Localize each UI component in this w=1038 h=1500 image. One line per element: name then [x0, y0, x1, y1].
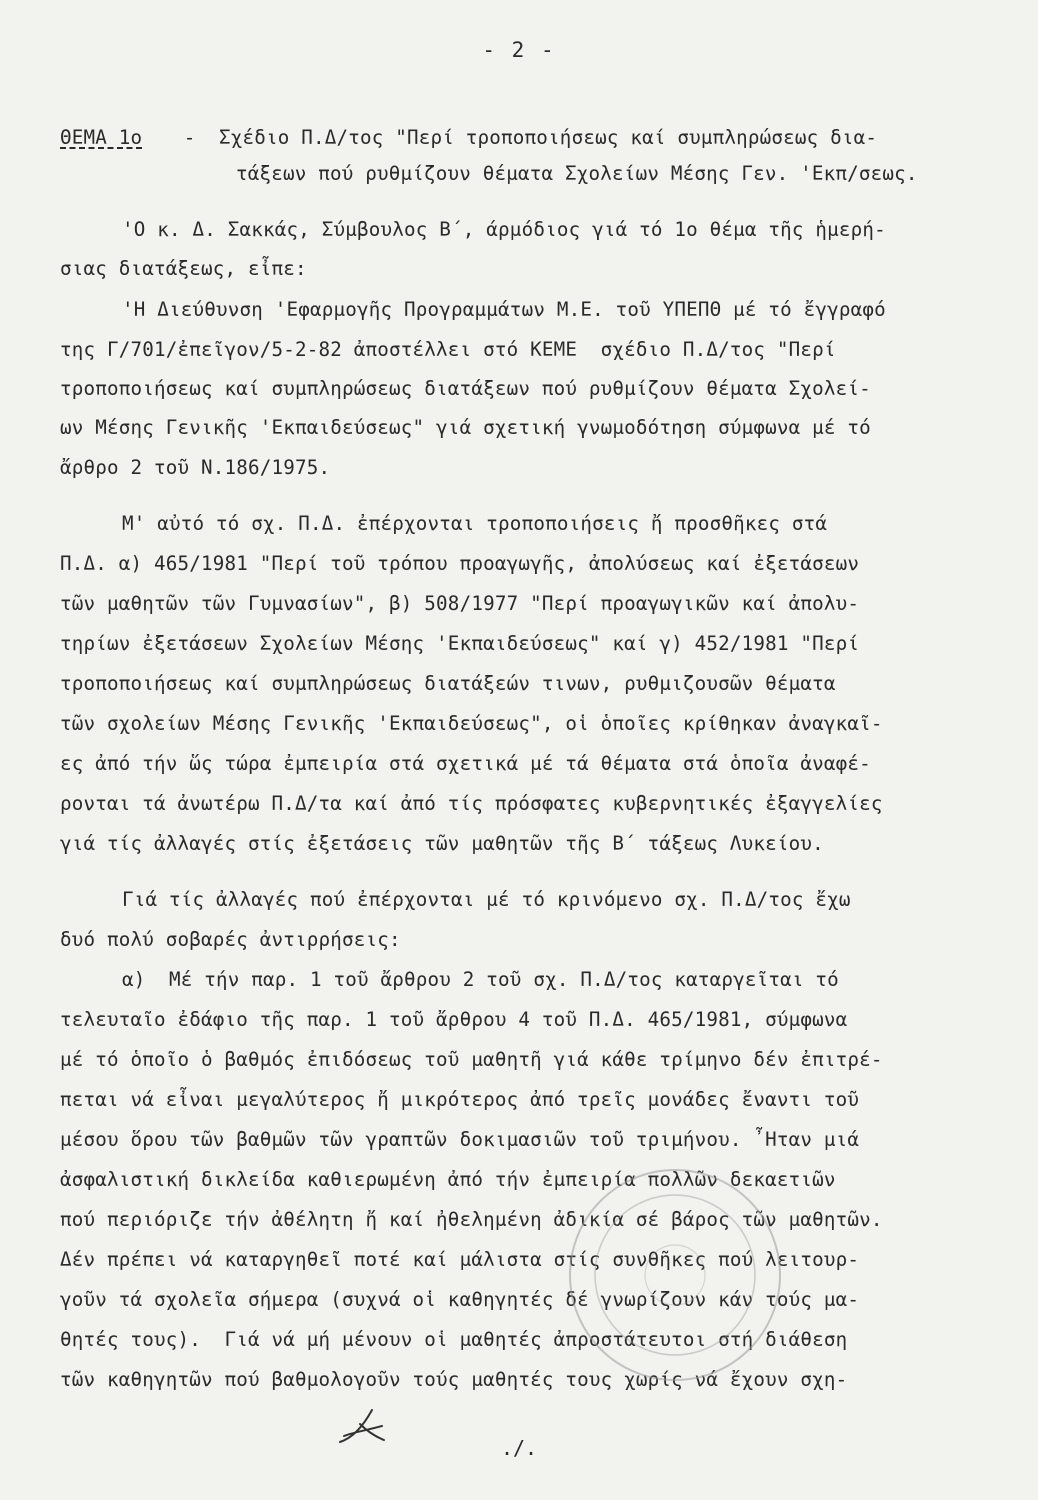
official-stamp-icon [560, 1160, 790, 1390]
text-line: ρονται τά ἀνωτέρω Π.Δ/τα καί ἀπό τίς πρόσφατες κυβερνητικές ἐξαγγελίες [60, 792, 883, 815]
text-line: τηρίων ἐξετάσεων Σχολείων Μέσης 'Εκπαιδεύσεως" καί γ) 452/1981 "Περί [60, 632, 860, 655]
text-line: σιας διατάξεως, εἶπε: [60, 257, 307, 280]
text-line: τροποποιήσεως καί συμπληρώσεως διατάξεων πού ρυθμίζουν θέματα Σχολεί- [60, 377, 871, 400]
text-line: ἄρθρο 2 τοῦ Ν.186/1975. [60, 456, 331, 479]
text-line: γοῦν τά σχολεῖα σήμερα (συχνά οἱ καθηγητές δέ γνωρίζουν κάν τούς μα- [60, 1288, 860, 1311]
text-line: μέ τό ὁποῖο ὁ βαθμός ἐπιδόσεως τοῦ μαθητῆ γιά κάθε τρίμηνο δέν ἐπιτρέ- [60, 1048, 883, 1071]
text-line: θητές τους). Γιά νά μή μένουν οἱ μαθητές ἀπροστάτευτοι στή διάθεση [60, 1328, 848, 1351]
text-line: τάξεων πού ρυθμίζουν θέματα Σχολείων Μέσης Γεν. 'Εκπ/σεως. [236, 162, 918, 185]
text-line: πού περιόριζε τήν ἀθέλητη ἤ καί ἠθελημένη ἀδικία σέ βάρος τῶν μαθητῶν. [60, 1208, 883, 1231]
text-line: της Γ/701/ἐπεῖγον/5-2-82 ἀποστέλλει στό ΚΕΜΕ σχέδιο Π.Δ/τος "Περί [60, 338, 836, 361]
text-line: πεται νά εἶναι μεγαλύτερος ἤ μικρότερος ἀπό τρεῖς μονάδες ἔναντι τοῦ [60, 1088, 860, 1111]
text-line: - Σχέδιο Π.Δ/τος "Περί τροποποιήσεως καί συμπληρώσεως δια- [172, 126, 878, 149]
text-line: τῶν σχολείων Μέσης Γενικῆς 'Εκπαιδεύσεως", οἱ ὁποῖες κρίθηκαν ἀναγκαῖ- [60, 712, 883, 735]
text-line: μέσου ὅρου τῶν βαθμῶν τῶν γραπτῶν δοκιμασιῶν τοῦ τριμήνου. ῏Ηταν μιά [60, 1128, 860, 1151]
text-line: γιά τίς ἀλλαγές στίς ἐξετάσεις τῶν μαθητῶν τῆς Β΄ τάξεως Λυκείου. [60, 832, 824, 855]
text-line: δυό πολύ σοβαρές ἀντιρρήσεις: [60, 928, 401, 951]
continuation-mark: ./. [500, 1436, 538, 1460]
text-line: τροποποιήσεως καί συμπληρώσεως διατάξεών τινων, ρυθμιζουσῶν θέματα [60, 672, 836, 695]
text-line: ων Μέσης Γενικῆς 'Εκπαιδεύσεως" γιά σχετική γνωμοδότηση σύμφωνα μέ τό [60, 416, 871, 439]
text-line: Μ' αὐτό τό σχ. Π.Δ. ἐπέρχονται τροποποιήσεις ἤ προσθῆκες στά [122, 512, 828, 535]
text-line: τῶν καθηγητῶν πού βαθμολογοῦν τούς μαθητές τους χωρίς νά ἔχουν σχη- [60, 1368, 848, 1391]
text-line: τῶν μαθητῶν τῶν Γυμνασίων", β) 508/1977 "Περί προαγωγικῶν καί ἀπολυ- [60, 592, 860, 615]
theme-label: ΘΕΜΑ 1ο [60, 126, 143, 149]
text-line: ἀσφαλιστική δικλείδα καθιερωμένη ἀπό τήν ἐμπειρία πολλῶν δεκαετιῶν [60, 1168, 836, 1191]
text-line: Π.Δ. α) 465/1981 "Περί τοῦ τρόπου προαγωγῆς, ἀπολύσεως καί ἐξετάσεων [60, 552, 860, 575]
page-number: - 2 - [482, 38, 556, 62]
text-line: 'Η Διεύθυνση 'Εφαρμογῆς Προγραμμάτων Μ.Ε. τοῦ ΥΠΕΠΘ μέ τό ἔγγραφό [122, 298, 886, 321]
text-line: Γιά τίς ἀλλαγές πού ἐπέρχονται μέ τό κρινόμενο σχ. Π.Δ/τος ἔχω [122, 888, 851, 911]
text-line: α) Μέ τήν παρ. 1 τοῦ ἄρθρου 2 τοῦ σχ. Π.Δ/τος καταργεῖται τό [122, 968, 839, 991]
text-line: ες ἀπό τήν ὥς τώρα ἐμπειρία στά σχετικά μέ τά θέματα στά ὁποῖα ἀναφέ- [60, 752, 871, 775]
text-line: Δέν πρέπει νά καταργηθεῖ ποτέ καί μάλιστα στίς συνθῆκες πού λειτουρ- [60, 1248, 860, 1271]
text-line: τελευταῖο ἐδάφιο τῆς παρ. 1 τοῦ ἄρθρου 4 τοῦ Π.Δ. 465/1981, σύμφωνα [60, 1008, 848, 1031]
text-line: 'Ο κ. Δ. Σακκάς, Σύμβουλος Β΄, άρμόδιος γιά τό 1ο θέμα τῆς ἡμερή- [122, 218, 886, 241]
